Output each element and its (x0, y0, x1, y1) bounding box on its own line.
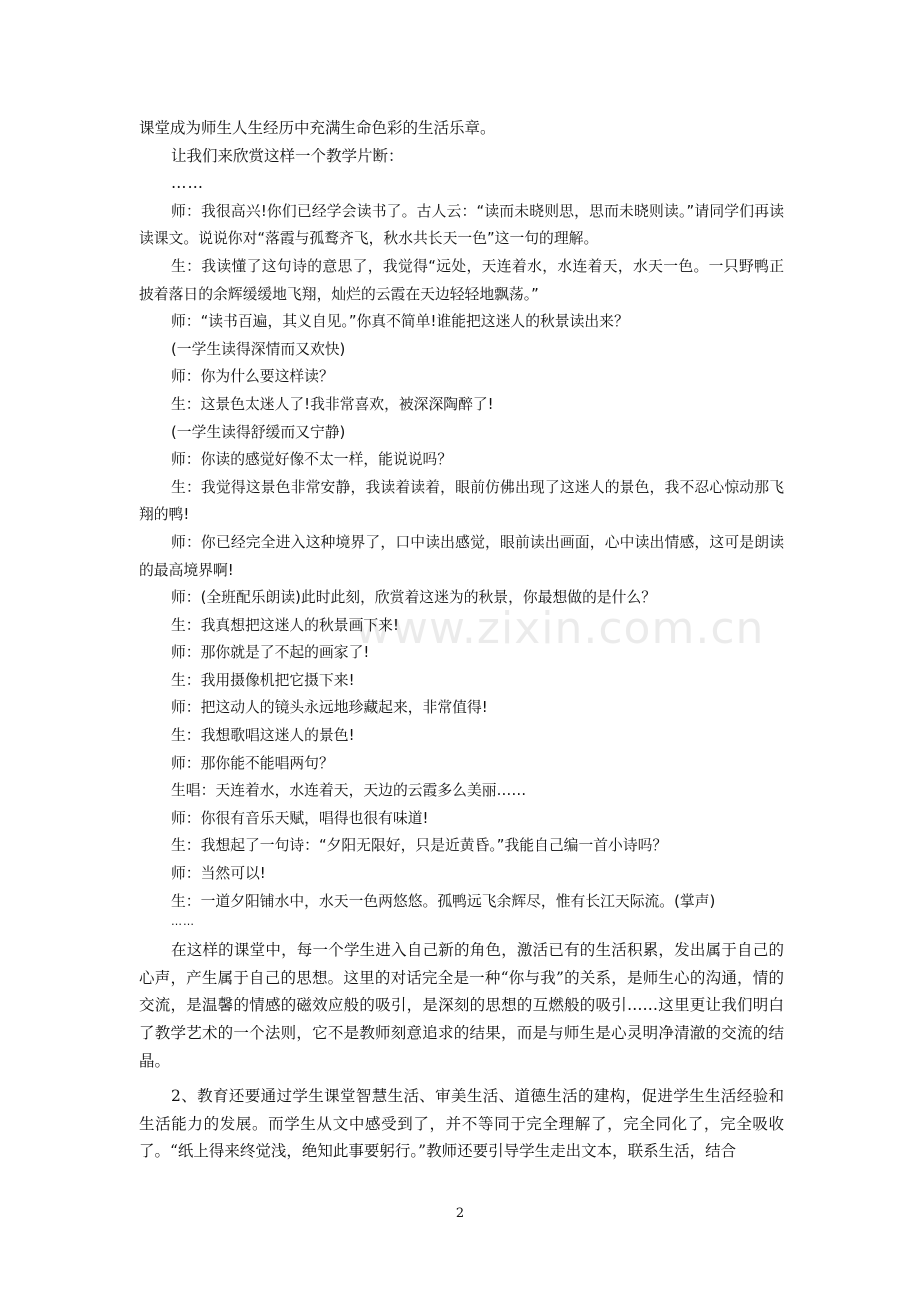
dialogue-line: 师：“读书百遍，其义自见。”你真不简单!谁能把这迷人的秋景读出来？ (171, 313, 629, 331)
dialogue-line: 师：当然可以! (171, 865, 266, 883)
dialogue-line: 生：我真想把这迷人的秋景画下来! (171, 616, 399, 634)
dialogue-line: 生：我用摄像机把它摄下来! (171, 671, 355, 689)
dialogue-line: 师：你已经完全进入这种境界了，口中读出感觉，眼前读出画面，心中读出情感，这可是朗读的最高境界啊! (139, 533, 784, 579)
dialogue-line: 生：我觉得这景色非常安静，我读着读着，眼前仿佛出现了这迷人的景色，我不忍心惊动那飞翔的鸭! (139, 478, 784, 524)
dialogue-line: 生：一道夕阳铺水中，水天一色两悠悠。孤鸭远飞余辉尽，惟有长江天际流。(掌声) (171, 892, 716, 910)
ellipsis-bottom: …… (171, 915, 195, 929)
dialogue-line: 生：我想起了一句诗：“夕阳无限好，只是近黄昏。”我能自己编一首小诗吗？ (171, 837, 668, 855)
dialogue-line: 师：那你能不能唱两句？ (171, 754, 334, 772)
intro-line: 课堂成为师生人生经历中充满生命色彩的生活乐章。 (139, 119, 496, 137)
dialogue-line: 师：那你就是了不起的画家了! (171, 644, 370, 662)
page-number: 2 (455, 1206, 465, 1221)
body-paragraph: 在这样的课堂中，每一个学生进入自己新的角色，激活已有的生活积累，发出属于自己的心声，产生属于自己的思想。这里的对话完全是一种“你与我”的关系，是师生心的沟通，情的交流，是温馨的情感的磁效应般的吸引，是深刻的思想的互燃般的吸引……这里更让我们明白了教学艺术的一个法则，它不是教师刻意追求的结果，而是与师生是心灵明净清澈的交流的结晶。 (139, 941, 784, 1070)
dialogue-line: 师：你读的感觉好像不太一样，能说说吗？ (171, 451, 453, 469)
ellipsis-top: …… (171, 174, 204, 193)
body-paragraph: 2、教育还要通过学生课堂智慧生活、审美生活、道德生活的建构，促进学生生活经验和生活能力的发展。而学生从文中感受到了，并不等同于完全理解了，完全同化了，完全吸收了。“纸上得来终觉浅，绝知此事要躬行。”教师还要引导学生走出文本，联系生活，结合 (139, 1087, 784, 1161)
dialogue-line: 生：我想歌唱这迷人的景色! (171, 727, 355, 745)
dialogue-line: 师：把这动人的镜头永远地珍藏起来，非常值得! (171, 699, 488, 717)
dialogue-line: 生：我读懂了这句诗的意思了，我觉得“远处，天连着水，水连着天，水天一色。一只野鸭正披着落日的余辉缓缓地飞翔，灿烂的云霞在天边轻轻地飘荡。” (139, 257, 784, 303)
page-body (139, 115, 784, 1166)
dialogue-block (139, 198, 784, 929)
dialogue-line: 生：这景色太迷人了!我非常喜欢，被深深陶醉了! (171, 395, 494, 413)
dialogue-line: 师：你很有音乐天赋，唱得也很有味道! (171, 809, 429, 827)
dialogue-line: 师：(全班配乐朗读)此时此刻，欣赏着这迷为的秋景，你最想做的是什么？ (171, 589, 657, 607)
dialogue-line: 师：我很高兴!你们已经学会读书了。古人云：“读而未晓则思，思而未晓则读。”请同学们再读读课文。说说你对“落霞与孤鹜齐飞，秋水共长天一色”这一句的理解。 (139, 202, 784, 248)
dialogue-line: 师：你为什么要这样读？ (171, 368, 334, 386)
watermark: www.zixin.com.cn (355, 603, 765, 654)
stage-direction: (一学生读得舒缓而又宁静) (171, 423, 346, 441)
dialogue-line: 生唱：天连着水，水连着天，天边的云霞多么美丽…… (171, 782, 527, 800)
stage-direction: (一学生读得深情而又欢快) (171, 340, 346, 358)
intro-invite: 让我们来欣赏这样一个教学片断： (171, 146, 404, 165)
